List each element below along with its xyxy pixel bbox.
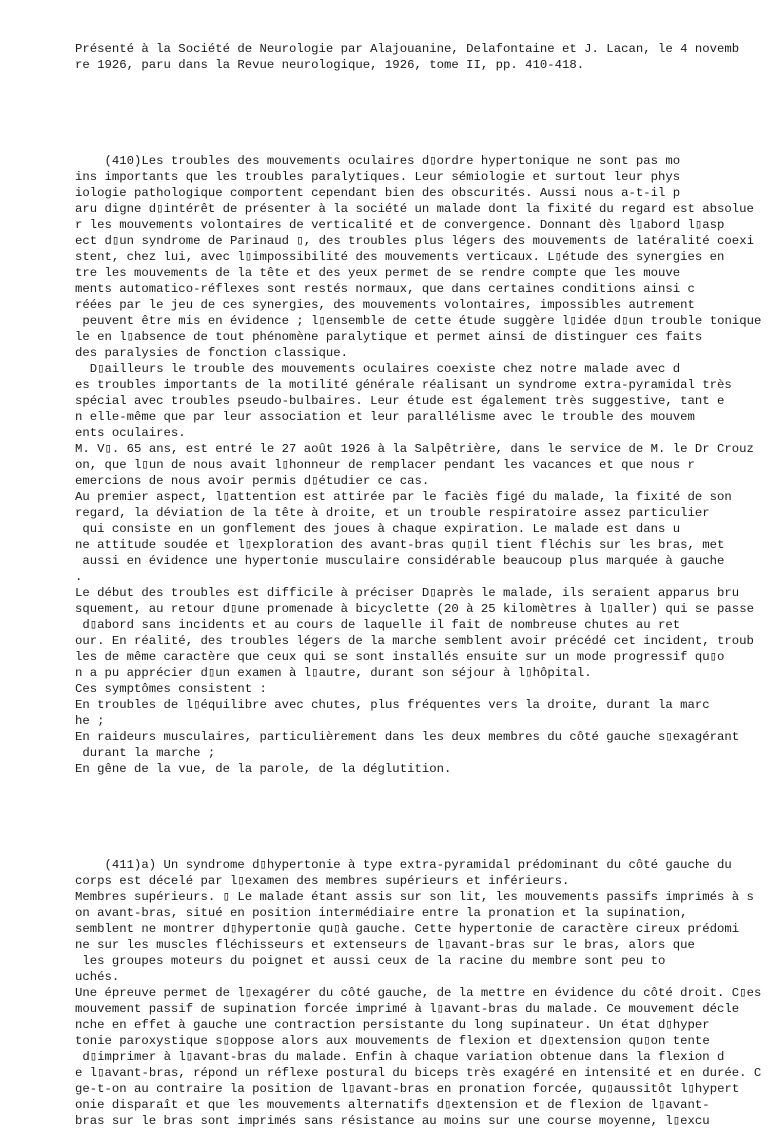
- text-line: regard, la déviation de la tête à droite, et un trouble respiratoire assez particulier: [75, 506, 710, 520]
- text-line: es troubles importants de la motilité générale réalisant un syndrome extra-pyramidal très: [75, 378, 732, 392]
- document-page: [75, 9, 765, 1145]
- text-line: e l▯avant-bras, répond un réflexe postural du biceps très exagéré en intensité et en durée. C: [75, 1066, 762, 1080]
- text-line: M. V▯. 65 ans, est entré le 27 août 1926 à la Salpêtrière, dans le service de M. le Dr Crouz: [75, 442, 754, 456]
- text-line: ne attitude soudée et l▯exploration des avant-bras qu▯il tient fléchis sur les bras, met: [75, 538, 725, 552]
- text-line: réées par le jeu de ces synergies, des mouvements volontaires, impossibles autrement: [75, 298, 695, 312]
- text-line: ments automatico-réflexes sont restés normaux, que dans certaines conditions ainsi c: [75, 282, 695, 296]
- text-line: des paralysies de fonction classique.: [75, 346, 349, 360]
- text-line: Présenté à la Société de Neurologie par Alajouanine, Delafontaine et J. Lacan, le 4 novemb: [75, 42, 740, 56]
- text-line: Ces symptômes consistent :: [75, 682, 267, 696]
- text-line: he ;: [75, 714, 105, 728]
- text-line: Le début des troubles est difficile à préciser D▯après le malade, ils seraient apparus bru: [75, 586, 740, 600]
- text-line: ents oculaires.: [75, 426, 186, 440]
- text-line: peuvent être mis en évidence ; l▯ensemble de cette étude suggère l▯idée d▯un trouble tonique: [75, 314, 762, 328]
- text-line: les de même caractère que ceux qui se sont installés ensuite sur un mode progressif qu▯o: [75, 650, 725, 664]
- text-line: D▯ailleurs le trouble des mouvements oculaires coexiste chez notre malade avec d: [75, 362, 681, 376]
- paragraph-gap: [75, 105, 765, 121]
- text-line: aussi en évidence une hypertonie musculaire considérable beaucoup plus marquée à gauche: [75, 554, 725, 568]
- text-line: d▯imprimer à l▯avant-bras du malade. Enfin à chaque variation obtenue dans la flexion d: [75, 1050, 725, 1064]
- text-line: onie disparaît et que les mouvements alternatifs d▯extension et de flexion de l▯avant-: [75, 1098, 710, 1112]
- text-line: stent, chez lui, avec l▯impossibilité des mouvements verticaux. L▯étude des synergies en: [75, 250, 725, 264]
- text-line: En troubles de l▯équilibre avec chutes, plus fréquentes vers la droite, durant la marc: [75, 698, 710, 712]
- text-line: our. En réalité, des troubles légers de la marche semblent avoir précédé cet incident, troub: [75, 634, 754, 648]
- text-line: En raideurs musculaires, particulièrement dans les deux membres du côté gauche s▯exagérant: [75, 730, 740, 744]
- text-line: les groupes moteurs du poignet et aussi ceux de la racine du membre sont peu to: [75, 954, 666, 968]
- text-line: tre les mouvements de la tête et des yeux permet de se rendre compte que les mouve: [75, 266, 681, 280]
- text-line: n a pu apprécier d▯un examen à l▯autre, durant son séjour à l▯hôpital.: [75, 666, 592, 680]
- text-line: bras sur le bras sont imprimés sans résistance au moins sur une course moyenne, l▯excu: [75, 1114, 710, 1128]
- text-line: d▯abord sans incidents et au cours de laquelle il fait de nombreuse chutes au ret: [75, 618, 681, 632]
- text-line: ins importants que les troubles paralytiques. Leur sémiologie et surtout leur phys: [75, 170, 681, 184]
- text-line: ect d▯un syndrome de Parinaud ▯, des troubles plus légers des mouvements de latéralité coexi: [75, 234, 754, 248]
- document-section-410: [75, 153, 765, 777]
- text-line: En gêne de la vue, de la parole, de la déglutition.: [75, 762, 452, 776]
- text-line: squement, au retour d▯une promenade à bicyclette (20 à 25 kilomètres à l▯aller) qui se passe: [75, 602, 754, 616]
- text-line: emercions de nous avoir permis d▯étudier ce cas.: [75, 474, 430, 488]
- text-line: Une épreuve permet de l▯exagérer du côté gauche, de la mettre en évidence du côté droit. C▯es: [75, 986, 762, 1000]
- text-line: on, que l▯un de nous avait l▯honneur de remplacer pendant les vacances et que nous r: [75, 458, 695, 472]
- paragraph-gap: [75, 809, 765, 825]
- text-line: .: [75, 570, 83, 584]
- document-header: [75, 41, 765, 73]
- text-line: mouvement passif de supination forcée imprimé à l▯avant-bras du malade. Ce mouvement décle: [75, 1002, 740, 1016]
- text-line: re 1926, paru dans la Revue neurologique, 1926, tome II, pp. 410-418.: [75, 58, 585, 72]
- text-line: ne sur les muscles fléchisseurs et extenseurs de l▯avant-bras sur le bras, alors que: [75, 938, 695, 952]
- text-line: ge-t-on au contraire la position de l▯avant-bras en pronation forcée, qu▯aussitôt l▯hypert: [75, 1082, 740, 1096]
- text-line: corps est décelé par l▯examen des membres supérieurs et inférieurs.: [75, 874, 570, 888]
- text-line: iologie pathologique comportent cependant bien des obscurités. Aussi nous a-t-il p: [75, 186, 681, 200]
- document-section-411: [75, 857, 765, 1129]
- text-line: tonie paroxystique s▯oppose alors aux mouvements de flexion et d▯extension qu▯on tente: [75, 1034, 710, 1048]
- text-line: on avant-bras, situé en position intermédiaire entre la pronation et la supination,: [75, 906, 688, 920]
- text-line: Au premier aspect, l▯attention est attirée par le faciès figé du malade, la fixité de son: [75, 490, 732, 504]
- text-line: qui consiste en un gonflement des joues à chaque expiration. Le malade est dans u: [75, 522, 681, 536]
- text-line: semblent ne montrer d▯hypertonie qu▯à gauche. Cette hypertonie de caractère cireux prédomi: [75, 922, 740, 936]
- text-line: aru digne d▯intérêt de présenter à la société un malade dont la fixité du regard est absolue: [75, 202, 754, 216]
- text-line: uchés.: [75, 970, 120, 984]
- text-line: le en l▯absence de tout phénomène paralytique et permet ainsi de distinguer ces faits: [75, 330, 703, 344]
- text-line: nche en effet à gauche une contraction persistante du long supinateur. Un état d▯hyper: [75, 1018, 710, 1032]
- text-line: r les mouvements volontaires de verticalité et de convergence. Donnant dès l▯abord l▯asp: [75, 218, 725, 232]
- text-line: spécial avec troubles pseudo-bulbaires. Leur étude est également très suggestive, tant e: [75, 394, 725, 408]
- text-line: durant la marche ;: [75, 746, 216, 760]
- text-line: Membres supérieurs. ▯ Le malade étant assis sur son lit, les mouvements passifs imprimés à s: [75, 890, 754, 904]
- text-line: (410)Les troubles des mouvements oculaires d▯ordre hypertonique ne sont pas mo: [75, 154, 681, 168]
- text-line: (411)a) Un syndrome d▯hypertonie à type extra-pyramidal prédominant du côté gauche du: [75, 858, 732, 872]
- text-line: n elle-même que par leur association et leur parallélisme avec le trouble des mouvem: [75, 410, 695, 424]
